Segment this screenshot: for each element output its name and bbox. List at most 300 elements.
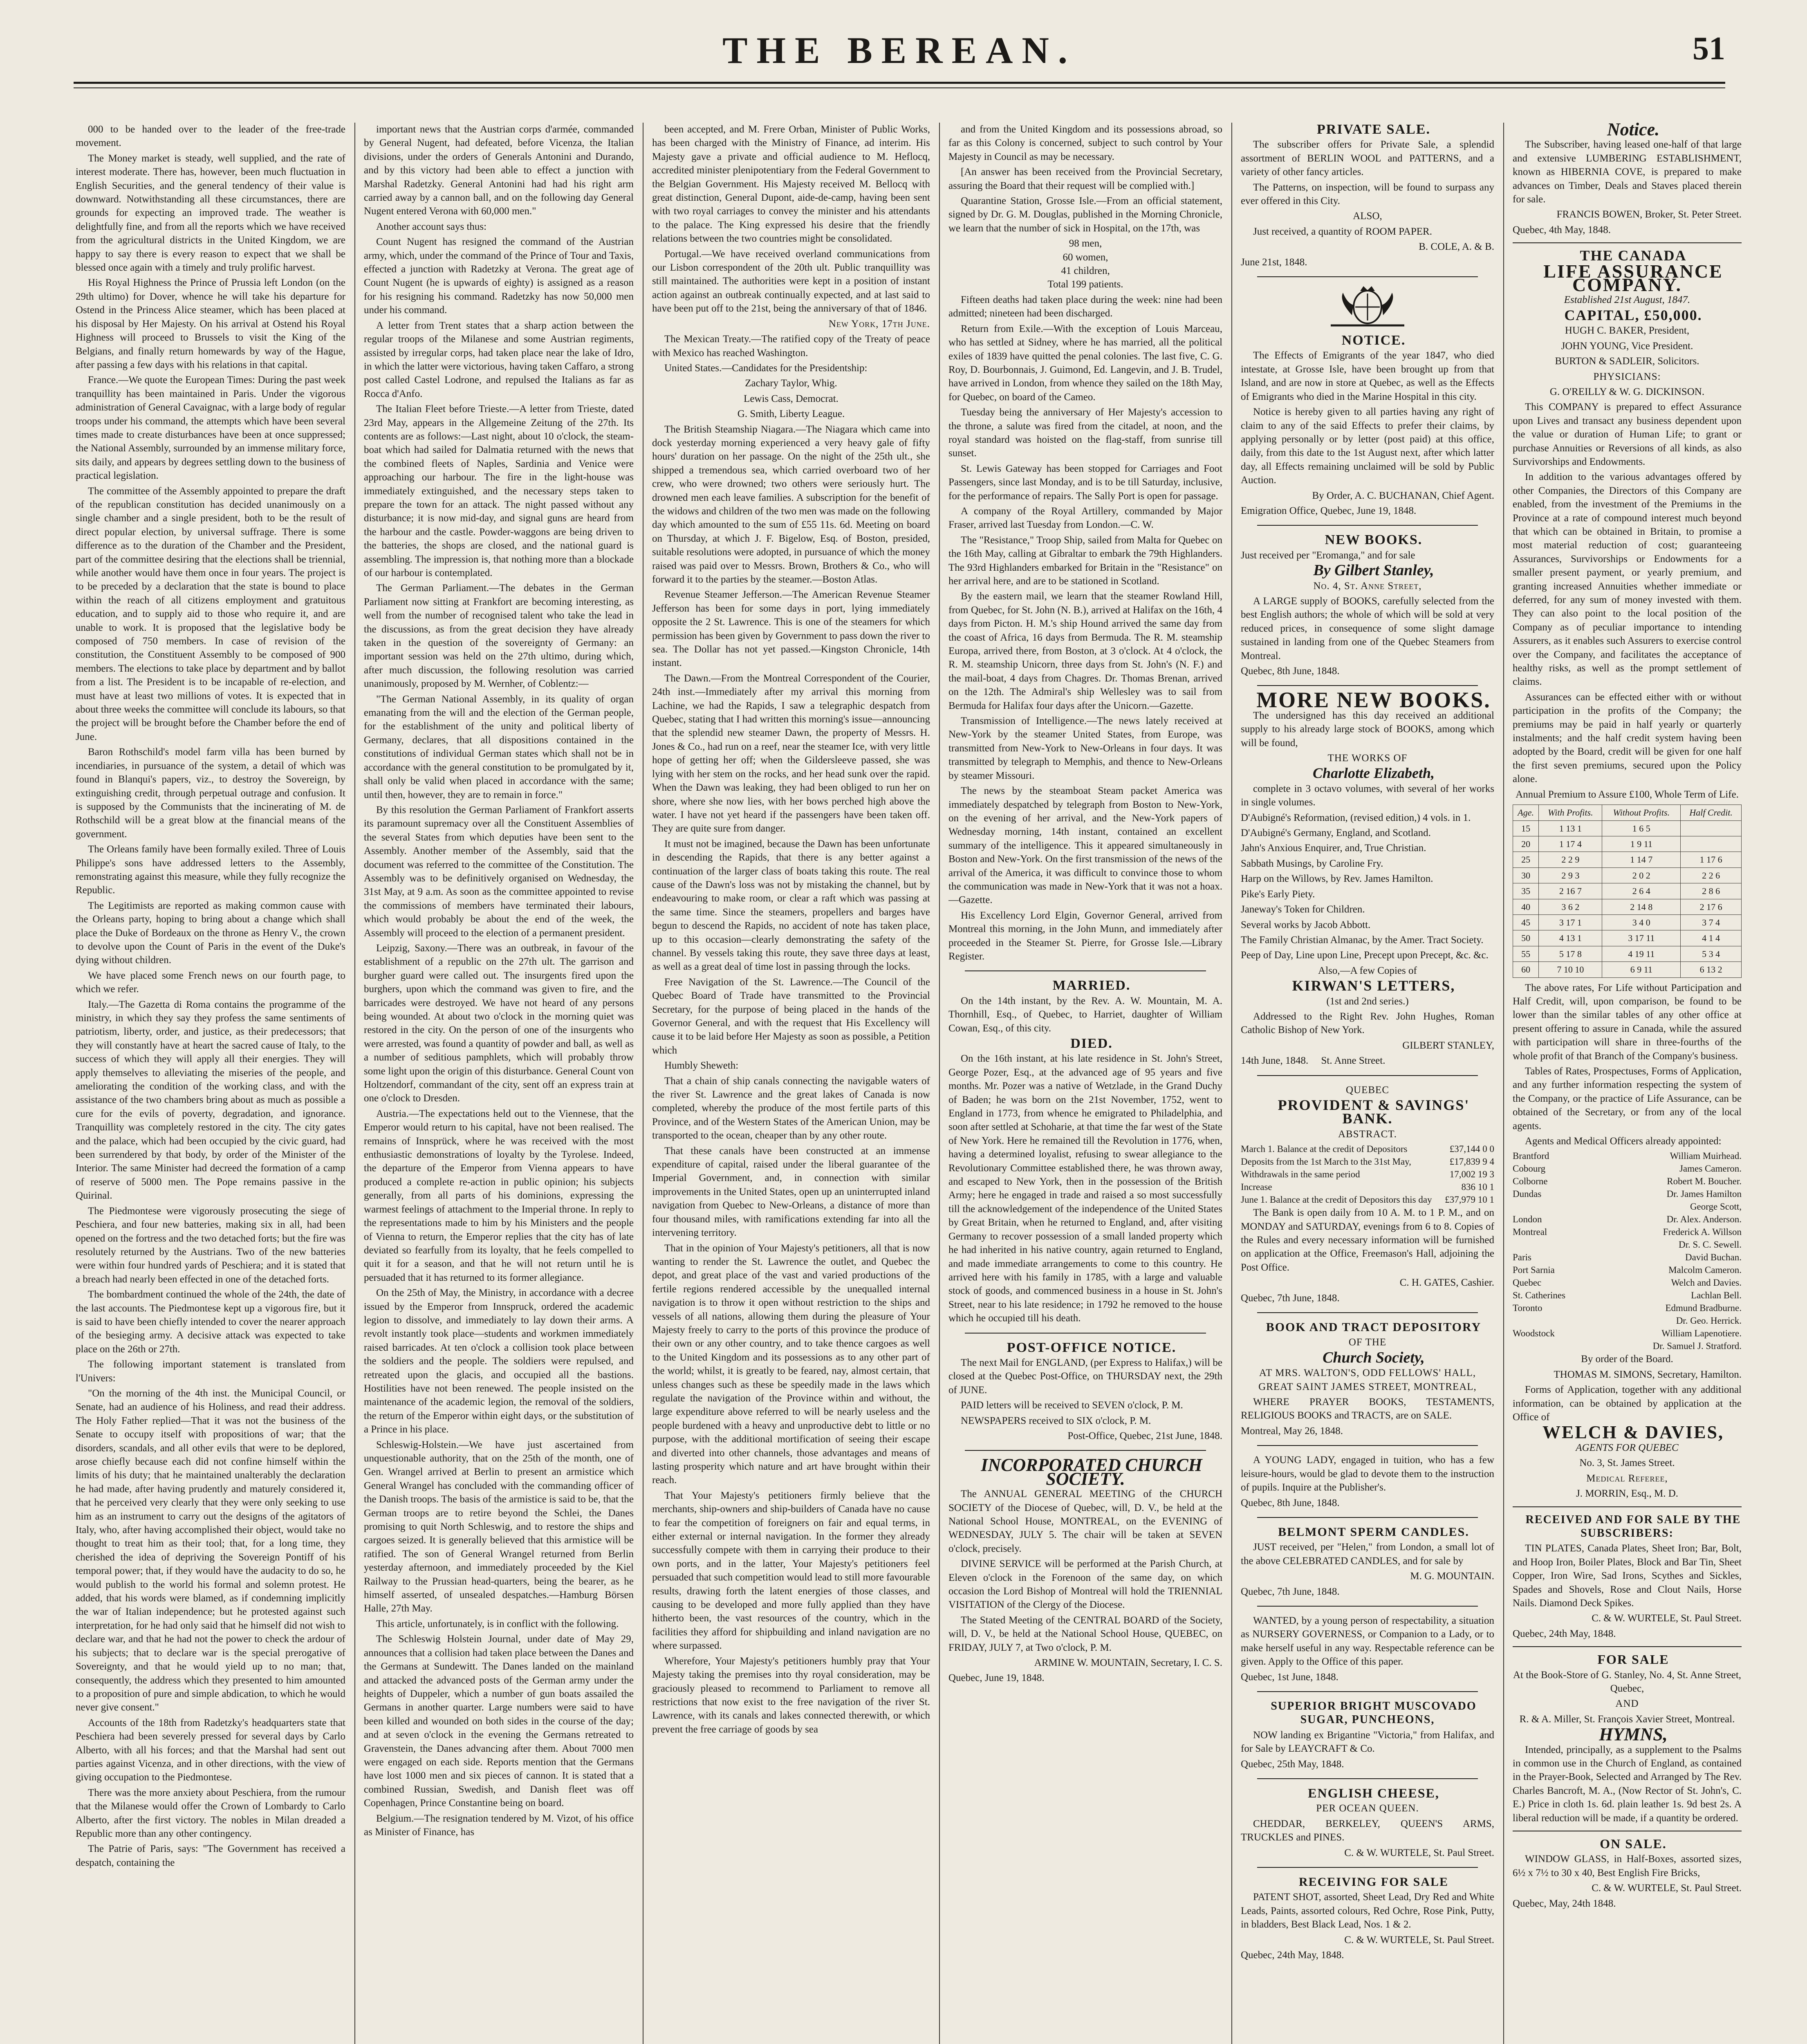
emigrant-notice-sign: By Order, A. C. BUCHANAN, Chief Agent.: [1312, 490, 1494, 501]
separator: [1513, 242, 1742, 243]
article-paragraph: His Royal Highness the Prince of Prussia left London (on the 29th ultimo) for Dover, whence he will take his departure for Ostend in the Princess Alice steamer, which has been placed at his disposal by Her Majesty. On his arrival at Ostend his Royal Highness will proceed to Brussels to visit the King of the Belgians, and finally return homewards by way of the Hague, after passing a few days with his relations in that capital.: [76, 277, 345, 370]
article-paragraph: 000 to be handed over to the leader of the free-trade movement.: [76, 124, 345, 149]
table-cell: [1681, 820, 1742, 836]
company-text: This COMPANY is prepared to effect Assurance upon Lives and transact any business dependent upon the value or duration of Human Life; to grant or purchase Annuities or Reversions of all kinds, as also Survivorships and Endowments.: [1513, 401, 1742, 467]
article-paragraph: The Schleswig Holstein Journal, under date of May 29, announces that a collision had taken place between the Danes and the Germans at Sundewitt. The Danes landed on the mainland and attacked the advanced posts of the German army under the heights of Duppeler, which a number of gun boats assailed the Germans in another quarter. Large numbers were said to have been killed and wounded on both sides in the course of the day; and at seven o'clock in the evening the Germans retreated to Gravenstein, the Danes advancing after them. About 7000 men were engaged on each side. Reports mention that the Germans have lost 1000 men and six pieces of cannon. It is stated that a combined Russian, Swedish, and Danish fleet was off Copenhagen, Prince Constantine being on board.: [364, 1634, 634, 1809]
subscribers-heading: RECEIVED AND FOR SALE BY THE SUBSCRIBERS:: [1525, 1513, 1741, 1540]
forms-text: Forms of Application, together with any additional information, can be obtained by application at the Office of: [1513, 1384, 1742, 1423]
article-paragraph: We have placed some French news on our fourth page, to which we refer.: [76, 970, 345, 995]
savings-bank-heading: PROVIDENT & SAVINGS' BANK.: [1278, 1096, 1470, 1127]
on-sale-text: WINDOW GLASS, in Half-Boxes, assorted sizes, 6½ x 7½ to 30 x 40, Best English Fire Bricks,: [1513, 1853, 1742, 1878]
table-row: [1513, 914, 1742, 930]
company-officers: [1513, 324, 1742, 368]
agents-list: [1513, 1150, 1742, 1352]
agent-row: [1513, 1314, 1742, 1327]
emigrant-notice-text-2: Notice is hereby given to all parties having any right of claim to any of the said Effects to prefer their claims, by applying personally or by letter (post paid) at this office, daily, from this date to the 1st August next, after which latter day, all Effects remaining unclaimed will be sold by Public Auction.: [1241, 406, 1494, 486]
bank-abstract-value: £37,144 0 0: [1449, 1144, 1494, 1154]
table-note: The above rates, For Life without Participation and Half Credit, will, upon comparison, be found to be lower than the similar tables of any other office at present offering to assure in Canada, while the assured with participation will share in three-fourths of the whole profit of that Branch of the Company's business.: [1513, 982, 1742, 1062]
agent-name: William Muirhead.: [1670, 1151, 1742, 1161]
agent-row: [1513, 1340, 1742, 1352]
bank-abstract-label: March 1. Balance at the credit of Depositors: [1241, 1144, 1408, 1154]
table-note-2: Tables of Rates, Prospectuses, Forms of Application, and any further information respecting the system of the Company, or the practice of Life Assurance, can be obtained of the Secretary, or from any of the local agents.: [1513, 1066, 1742, 1132]
married-notice: On the 14th instant, by the Rev. A. W. Mountain, M. A. Thornhill, Esq., of Quebec, to Harriet, daughter of William Cowan, Esq., of this city.: [948, 995, 1222, 1034]
column-divider: [1231, 123, 1232, 2044]
table-row: [1513, 867, 1742, 883]
column-divider: [354, 123, 355, 2044]
married-heading: MARRIED.: [1052, 978, 1131, 993]
agent-row: [1513, 1289, 1742, 1302]
article-paragraph: D'Aubigné's Germany, England, and Scotland.: [1241, 827, 1431, 839]
article-paragraph: United States.—Candidates for the Presidentship:: [664, 362, 868, 374]
church-society-text-3: The Stated Meeting of the CENTRAL BOARD of the Society, will, D. V., be held at the National School House, QUEBEC, on FRIDAY, JULY 7, at Two o'clock, P. M.: [948, 1614, 1222, 1653]
agent-name: David Buchan.: [1685, 1252, 1742, 1263]
hymns-heading: HYMNS,: [1599, 1724, 1668, 1745]
candidate-list: [652, 377, 930, 421]
bank-abstract-value: 17,002 19 3: [1449, 1169, 1494, 1180]
board-sign: THOMAS M. SIMONS, Secretary, Hamilton.: [1554, 1369, 1742, 1380]
agent-row: [1513, 1175, 1742, 1188]
table-cell: 5 3 4: [1681, 946, 1742, 961]
table-cell: 1 13 1: [1539, 820, 1602, 836]
separator: [1257, 1445, 1478, 1446]
running-title: THE BEREAN.: [722, 29, 1076, 71]
table-cell: 3 17 1: [1539, 914, 1602, 930]
column-4: [948, 123, 1222, 2044]
article-paragraph: The bombardment continued the whole of the 24th, the date of the last accounts. The Piedmontese kept up a vigorous fire, but it is said to have been chiefly intended to cover the nearer approach of the besieging army. A decisive attack was expected to take place on the 26th or 27th.: [76, 1289, 345, 1355]
bank-abstract-row: [1241, 1168, 1494, 1181]
post-office-text: The next Mail for ENGLAND, (per Express to Halifax,) will be closed at the Quebec Post-Office, on THURSDAY next, the 29th of JUNE.: [948, 1357, 1222, 1396]
premium-table: [1513, 805, 1742, 977]
more-books-text: The undersigned has this day received an additional supply to his already large stock of BOOKS, among which will be found,: [1241, 710, 1494, 749]
article-paragraph: The Mexican Treaty.—The ratified copy of the Treaty of peace with Mexico has reached Washington.: [652, 334, 930, 359]
premium-table-header-cell: Age.: [1513, 805, 1539, 820]
kirwan-series: (1st and 2nd series.): [1326, 995, 1409, 1007]
new-books-intro: Just received per "Eromanga," and for sale: [1241, 549, 1415, 561]
sugar-text: NOW landing ex Brigantine "Victoria," from Halifax, and for Sale by LEAYCRAFT & Co.: [1241, 1729, 1494, 1755]
column-divider: [1503, 123, 1504, 2044]
article-paragraph: Return from Exile.—With the exception of Louis Marceau, who has settled at Sidney, where he has married, all the political exiles of 1839 have quitted the penal colonies. The last five, C. G. Roy, D. Bourbonnais, J. Guimond, Ed. Langevin, and J. B. Trudel, have arrived in London, from whence they sailed on the 18th May, for Quebec, on board of the Cameo.: [948, 323, 1222, 403]
bank-abstract-row: [1241, 1143, 1494, 1155]
separator: [1257, 525, 1478, 526]
agent-row: [1513, 1251, 1742, 1264]
table-cell: 45: [1513, 914, 1539, 930]
table-cell: 4 1 4: [1681, 930, 1742, 946]
company-heading-1: THE CANADA: [1580, 247, 1687, 264]
receiving-heading: RECEIVING FOR SALE: [1298, 1875, 1449, 1889]
abstract-label: ABSTRACT.: [1338, 1128, 1397, 1140]
agent-row: [1513, 1150, 1742, 1162]
article-paragraph: By the eastern mail, we learn that the steamer Rowland Hill, from Quebec, for St. John (N. B.), arrived at Halifax on the 16th, 4 days from Picton. H. M.'s ship Hound arrived the same day from the coast of Africa, 16 days from Bermuda. The R. M. steamship Europa, arrived there, from Boston, at 3 o'clock. At 4 o'clock, the R. M. steamship Unicorn, three days from St. John's (N. F.) and the mail-boat, 4 days from Chagres. Dr. Thomas Brenan, arrived on the 12th. The Admiral's ship Wellesley was to sail from Bermuda for Halifax four days after the Unicorn.—Gazette.: [948, 591, 1222, 711]
premium-table-header-cell: With Profits.: [1539, 805, 1602, 820]
cheese-heading: ENGLISH CHEESE,: [1308, 1786, 1439, 1800]
table-cell: 55: [1513, 946, 1539, 961]
agent-name: Dr. S. C. Sewell.: [1679, 1239, 1742, 1250]
bank-abstract-label: Deposits from the 1st March to the 31st May,: [1241, 1156, 1411, 1167]
separator: [1257, 1867, 1478, 1868]
sick-total: Total 199 patients.: [1047, 279, 1123, 290]
article-paragraph: The Family Christian Almanac, by the Amer. Tract Society.: [1241, 934, 1484, 946]
company-heading-2: LIFE ASSURANCE COMPANY.: [1543, 260, 1723, 296]
masthead-rule: [74, 82, 1725, 84]
column-3: [652, 123, 930, 2044]
table-cell: 1 17 4: [1539, 836, 1602, 852]
bank-abstract-label: June 1. Balance at the credit of Depositors this day: [1241, 1195, 1432, 1205]
article-paragraph: Lewis Cass, Democrat.: [744, 393, 838, 404]
separator: [1257, 1691, 1478, 1692]
article-paragraph: The following important statement is translated from l'Univers:: [76, 1359, 345, 1384]
article-paragraph: Leipzig, Saxony.—There was an outbreak, in favour of the establishment of a republic on the 27th ult. The garrison and burgher guard were called out. The insurgents fired upon the burghers, upon which the command was given to fire, and the barricades were destroyed. We have not heard of any persons being wounded. At about two o'clock in the morning quiet was restored in the city. On the person of one of the insurgents who were arrested, was found a quantity of powder and ball, as well as a number of seditious pamphlets, which will probably throw some light upon the origin of this disturbance. General Count von Holtzendorf, commandant of the city, sent off an express train at one o'clock to Dresden.: [364, 942, 634, 1104]
article-paragraph: Portugal.—We have received overland communications from our Lisbon correspondent of the 20th ult. Public tranquillity was still maintained. The authorities were kept in a position of instant action against an outbreak continually expected, and at last said to have been put off to the 21st, being the anniversary of that of 1846.: [652, 248, 930, 314]
wanted-date: Quebec, 1st June, 1848.: [1241, 1671, 1338, 1683]
for-sale-heading: FOR SALE: [1597, 1652, 1669, 1667]
agent-place: Montreal: [1513, 1227, 1547, 1237]
room-paper-text: Just received, a quantity of ROOM PAPER.: [1253, 226, 1432, 237]
article-paragraph: The German Parliament.—The debates in the German Parliament now sitting at Frankfort are becoming interesting, as well from the number of recognised talent who take the lead in the discussions, as from the great decision they have already taken in the question of the sovereignty of Germany: an important session was held on the 27th ultimo, during which, after much discussion, the following resolution was carried unanimously, proposed by M. Wernher, of Coblentz:—: [364, 583, 634, 690]
article-paragraph: That Your Majesty's petitioners firmly believe that the merchants, ship-owners and ship-builders of Canada have no cause to fear the competition of foreigners on fair and equal terms, in either external or internal navigation. In the former they already successfully compete with them in carrying their produce to their own ports, and in the latter, Your Majesty's petitioners feel persuaded that such competition would lead to still more favourable results, drawing forth the latent energies of those classes, and causing to be developed and more fully applied than they have hitherto been, the vast resources of the country, which in the facilities they afford for shipbuilding and inland navigation are no where surpassed.: [652, 1490, 930, 1652]
more-books-heading: MORE NEW BOOKS.: [1256, 688, 1491, 713]
company-established: Established 21st August, 1847.: [1564, 294, 1690, 306]
new-books-seller: By Gilbert Stanley,: [1313, 562, 1434, 579]
table-row: [1513, 820, 1742, 836]
separator: [1257, 1606, 1478, 1607]
table-cell: 1 9 11: [1602, 836, 1681, 852]
column-2-articles: [364, 123, 634, 1839]
bank-abstract-row: [1241, 1155, 1494, 1168]
article-paragraph: By this resolution the German Parliament of Frankfort asserts its paramount supremacy over all the Constituent Assemblies of the several States from which deputies have been sent to the Assembly. Another member of the Assembly, said that the document was referred to the committee of the Constitution. The Assembly was to be definitively organised on Wednesday, the 31st May, at 9 a.m. As soon as the committee appointed to revise the commissions of members have terminated their labours, which would probably be about the end of the week, the Assembly will proceed to the election of a permanent president.: [364, 804, 634, 939]
article-paragraph: On the 25th of May, the Ministry, in accordance with a decree issued by the Emperor from Innspruck, ordered the academic legion to dissolve, and immediately to lay down their arms. A revolt instantly took place—students and workmen immediately raised barricades. At ten o'clock a collision took place between the soldiers and the people. The soldiers were repulsed, and retreated upon the glacis, and occupied all the bastions. Hostilities have not been renewed. The people insisted on the maintenance of the academic legion, the removal of the soldiers, the return of the Emperor within eight days, or the substitution of a Prince in his place.: [364, 1287, 634, 1435]
died-heading: DIED.: [1070, 1036, 1113, 1051]
welch-davies: WELCH & DAVIES,: [1542, 1422, 1724, 1443]
for-sale-text: At the Book-Store of G. Stanley, No. 4, St. Anne Street, Quebec,: [1513, 1669, 1742, 1694]
table-cell: 25: [1513, 852, 1539, 867]
agent-place: Cobourg: [1513, 1163, 1546, 1174]
article-paragraph: Peep of Day, Line upon Line, Precept upon Precept, &c. &c.: [1241, 950, 1489, 961]
column-4-articles-2: [948, 293, 1222, 964]
premium-table-header-cell: Half Credit.: [1681, 805, 1742, 820]
article-paragraph: Several works by Jacob Abbott.: [1241, 919, 1371, 930]
article-paragraph: Pike's Early Piety.: [1241, 888, 1315, 900]
post-office-text-2: PAID letters will be received to SEVEN o'clock, P. M.: [961, 1400, 1183, 1411]
cheese-sub: PER OCEAN QUEEN.: [1316, 1803, 1419, 1814]
article-paragraph: Janeway's Token for Children.: [1241, 904, 1365, 915]
article-paragraph: HUGH C. BAKER, President,: [1565, 325, 1690, 336]
cheese-sign: C. & W. WURTELE, St. Paul Street.: [1344, 1847, 1494, 1858]
article-paragraph: [An answer has been received from the Provincial Secretary, assuring the Board that their request will be complied with.]: [948, 166, 1222, 191]
physicians-label: PHYSICIANS:: [1593, 371, 1661, 382]
article-paragraph: The Patrie of Paris, says: "The Government has received a despatch, containing the: [76, 1843, 345, 1868]
table-cell: 6 9 11: [1602, 962, 1681, 977]
table-cell: 3 4 0: [1602, 914, 1681, 930]
premium-table-caption: Annual Premium to Assure £100, Whole Term of Life.: [1516, 789, 1739, 800]
agents-for-quebec: AGENTS FOR QUEBEC: [1576, 1442, 1679, 1453]
agent-name: Malcolm Cameron.: [1668, 1265, 1742, 1275]
candles-text: JUST received, per "Helen," from London, a small lot of the above CELEBRATED CANDLES, and for sale by: [1241, 1542, 1494, 1567]
emigrant-notice-text: The Effects of Emigrants of the year 1847, who died intestate, at Grosse Isle, have been brought up from that Island, and are now in store at Quebec, as well as the Effects of Emigrants who died in the Marine Hospital in this city.: [1241, 350, 1494, 402]
post-office-sign: Post-Office, Quebec, 21st June, 1848.: [1067, 1430, 1222, 1441]
works-of-label: THE WORKS OF: [1327, 753, 1408, 764]
article-paragraph: been accepted, and M. Frere Orban, Minister of Public Works, has been charged with the Ministry of Finance, ad interim. His Majesty gave a private and official audience to M. Heflocq, accredited minister plenipotentiary from the Federal Government to the Belgian Government. His Majesty received M. Bellocq with great distinction, General Dupont, aide-de-camp, having been sent with two royal carriages to convey the minister and his attendants to the palace. The King expressed his desire that the friendly relations between the two countries might be consolidated.: [652, 124, 930, 244]
lumber-notice-sign: FRANCIS BOWEN, Broker, St. Peter Street.: [1556, 209, 1742, 220]
company-text-3: Assurances can be effected either with or without participation in the profits of the Company; the premiums may be paid in half yearly or quarterly instalments; and the half credit system having been adopted by the Board, credit will be given for one half the first seven premiums, secured upon the Policy alone.: [1513, 691, 1742, 785]
separator: [1257, 1778, 1478, 1779]
also-label: ALSO,: [1353, 211, 1382, 222]
separator: [1513, 1646, 1742, 1647]
receiving-sign: C. & W. WURTELE, St. Paul Street.: [1344, 1934, 1494, 1945]
company-capital: CAPITAL, £50,000.: [1564, 307, 1702, 323]
bank-abstract-row: [1241, 1193, 1494, 1206]
article-paragraph: St. Lewis Gateway has been stopped for Carriages and Foot Passengers, since last Monday, and is to be till Saturday, inclusive, for the performance of repairs. The Sally Port is open for passage.: [948, 463, 1222, 502]
emigrant-notice-office: Emigration Office, Quebec, June 19, 1848.: [1241, 505, 1417, 516]
table-cell: 3 6 2: [1539, 899, 1602, 914]
gilbert-date-text: 14th June, 1848.: [1241, 1055, 1309, 1067]
new-books-text: A LARGE supply of BOOKS, carefully selected from the best English authors; the whole of which will be sold at very reduced prices, in consequence of some slight damage sustained in landing from one of the Quebec Steamers from Montreal.: [1241, 595, 1494, 661]
agent-row: [1513, 1238, 1742, 1251]
article-paragraph: Transmission of Intelligence.—The news lately received at New-York by the steamer United States, from Europe, was transmitted from New-York to New-Orleans in four days. It was transmitted by telegraph to Memphis, and thence to New-Orleans by steamer Missouri.: [948, 715, 1222, 781]
new-books-address: No. 4, St. Anne Street,: [1313, 580, 1422, 592]
premium-table-header-cell: Without Profits.: [1602, 805, 1681, 820]
table-note-3: Agents and Medical Officers already appointed:: [1525, 1136, 1722, 1147]
separator: [965, 1333, 1206, 1334]
agent-name: Welch and Davies.: [1671, 1278, 1742, 1288]
article-paragraph: Another account says thus:: [376, 221, 487, 232]
agent-place: Toronto: [1513, 1303, 1542, 1313]
article-paragraph: The Legitimists are reported as making common cause with the Orleans party, hoping to bring about a change which shall place the Duke of Bordeaux on the throne as Henry V., the crown to devolve upon the Count of Paris in the event of the Duke's dying without children.: [76, 900, 345, 966]
welch-address: No. 3, St. James Street.: [1579, 1457, 1675, 1469]
premium-table-header: [1513, 805, 1742, 820]
table-cell: 15: [1513, 820, 1539, 836]
agent-place: London: [1513, 1214, 1542, 1225]
column-3-articles: [652, 123, 930, 316]
hymns-text: Intended, principally, as a supplement to the Psalms in common use in the Church of England, as contained in the Prayer-Book, Selected and Arranged by The Rev. Charles Bancroft, M. A., (Now Rector of St. John's, C. E.) Price in cloth 1s. 6d. plain leather 1s. 9d best 2s. A liberal reduction will be made, if a quantity be ordered.: [1513, 1744, 1742, 1824]
new-books-heading: NEW BOOKS.: [1325, 532, 1423, 548]
agent-place: Quebec: [1513, 1278, 1542, 1288]
sugar-heading: SUPERIOR BRIGHT MUSCOVADO SUGAR, PUNCHEONS,: [1271, 1699, 1477, 1726]
masthead-rule-thin: [74, 87, 1725, 88]
article-paragraph: Tuesday being the anniversary of Her Majesty's accession to the throne, a salute was fired from the citadel, at noon, and the royal standard was hoisted on the flag-staff, from sunrise till sunset.: [948, 407, 1222, 459]
subscribers-date: Quebec, 24th May, 1848.: [1513, 1628, 1616, 1639]
article-paragraph: "On the morning of the 4th inst. the Municipal Council, or Senate, had an audience of his Holiness, and read their address. The Holy Father replied—That it was not the business of the Senate to occupy itself with propositions of war; that the disorders, scandals, and all other evils that were to be deplored, arose chiefly because each did not confine himself within the limits of his duty; that he maintained unalterably the declaration he had made, after having prudently and maturely considered it, that he perceived very clearly that they were only seeking to use him as an instrument to carry out the designs of the agitators of Italy, who, after having accomplished their object, would take no thought to treat him as their tool; that, for a long time, they cherished the idea of depriving the Sovereign Pontiff of his temporal power; that, if they would have the audacity to do so, he would publish to the world his formal and solemn protest. He added, that his words were blamed, as if condemning implicitly the war of Italian independence; but he protested against such interpretation, for he had only said that he himself did not wish to declare war, and that he had not the power to check the ardour of his subjects; that to declare war is the special prerogative of Sovereignty, and that he would yield up to no man; that, consequently, the address which they presented to him amounted to a proposition of pure and simple abdication, to which he would never give consent.": [76, 1387, 345, 1713]
agent-name: Dr. Geo. Herrick.: [1676, 1316, 1742, 1326]
article-paragraph: A letter from Trent states that a sharp action between the regular troops of the Milanese and some Austrian regiments, assisted by irregular corps, had taken place near the lake of Idro, in which the latter were victorious, having taken Caffaro, a strong post called Castel Lodrone, and repulsed the Italians as far as Rocca d'Anfo.: [364, 320, 634, 399]
article-paragraph: important news that the Austrian corps d'armée, commanded by General Nugent, had defeated, before Vicenza, the Italian divisions, under the orders of Generals Antonini and Durando, and by this victory had been able to effect a junction with Marshal Radetzky. General Antonini had had his right arm carried away by a cannon ball, and on the following day General Nugent entered Verona with 60,000 men.": [364, 124, 634, 217]
young-lady-text: A YOUNG LADY, engaged in tuition, who has a few leisure-hours, would be glad to devote them to the instruction of pupils. Inquire at the Publisher's.: [1241, 1455, 1494, 1493]
article-paragraph: Italy.—The Gazetta di Roma contains the programme of the ministry, in which they say they profess the same sentiments of patriotism, liberty, order, and justice, as their predecessors; that they will constantly have at heart the sacred cause of Italy, to the success of which they will apply all their energies. They will apply themselves to alleviating the miseries of the people, and ameliorating the condition of the working class, and with the assistance of the two chambers bring about as much as possible a cure for the evils of poverty, degradation, and ignorance. Tranquillity was completely restored in the city. The city gates and the palace, which had been occupied by the civic guard, had been surrendered by that body, by order of the Minister of the Interior. The same Minister had decreed the formation of a camp of reserve of 5000 men. The Pope remains passive in the Quirinal.: [76, 999, 345, 1201]
bank-sign: C. H. GATES, Cashier.: [1399, 1277, 1494, 1289]
separator: [1257, 685, 1478, 686]
table-row: [1513, 962, 1742, 977]
separator: [1257, 1075, 1478, 1076]
article-paragraph: The news by the steamboat Steam packet America was immediately despatched by telegraph from Boston to New-York, on the evening of her arrival, and the New-York papers of Wednesday morning, 14th instant, contained an excellent summary of the intelligence. This it appeared simultaneously in Boston and New-York. On the first transmission of the news of the arrival of the America, it was difficult to convince those to whom the communication was made in New-York that it was not a hoax.—Gazette.: [948, 785, 1222, 906]
agent-row: [1513, 1276, 1742, 1289]
table-cell: 4 13 1: [1539, 930, 1602, 946]
agent-name: William Lapenotiere.: [1661, 1328, 1742, 1339]
sick-count-row: [948, 251, 1222, 264]
kirwan-addressed: Addressed to the Right Rev. John Hughes, Roman Catholic Bishop of New York.: [1241, 1011, 1494, 1036]
article-paragraph: Sabbath Musings, by Caroline Fry.: [1241, 858, 1383, 869]
article-paragraph: Humbly Sheweth:: [664, 1060, 739, 1071]
article-paragraph: "The German National Assembly, in its quality of organ emanating from the will and the election of the German people, for the establishment of the unity and political liberty of Germany, declares, that all dispositions contained in the constitutions of individual German states which shall not be in accordance with the general constitution to be promulgated by it, shall only be valid when placed in accordance with the same; until then, however, they are to remain in force.": [364, 693, 634, 800]
table-cell: 5 17 8: [1539, 946, 1602, 961]
article-paragraph: His Excellency Lord Elgin, Governor General, arrived from Montreal this morning, in the John Munn, and immediately after proceeded in the Steamer St. Pierre, for Grosse Isle.—Library Register.: [948, 910, 1222, 962]
on-sale-date: Quebec, May, 24th 1848.: [1513, 1898, 1616, 1909]
sick-count-row: [948, 264, 1222, 278]
article-paragraph: The Orleans family have been formally exiled. Three of Louis Philippe's sons have addressed letters to the Assembly, remonstrating against this measure, while they fully recognize the Republic.: [76, 844, 345, 896]
article-paragraph: That these canals have been constructed at an immense expenditure of capital, raised under the liberal guarantee of the Imperial Government, and, in connection with similar improvements in the United States, open up an uninterrupted inland navigation from Quebec to New-Orleans, a distance of more than four thousand miles, with ramifications extending far into all the intervening territory.: [652, 1145, 930, 1239]
bank-abstract-value: £37,979 10 1: [1445, 1195, 1494, 1205]
article-paragraph: JOHN YOUNG, Vice President.: [1561, 340, 1693, 352]
table-row: [1513, 852, 1742, 867]
column-5: [1241, 123, 1494, 2044]
board-order: By order of the Board.: [1581, 1354, 1673, 1365]
table-cell: 30: [1513, 867, 1539, 883]
gilbert-date: [1241, 1054, 1494, 1067]
masthead: [74, 25, 1725, 110]
article-paragraph: Free Navigation of the St. Lawrence.—The Council of the Quebec Board of Trade have transmitted to the Provincial Secretary, for the purpose of being placed in the hands of the Governor General, and with the request that His Excellency will cause it to be laid before Her Majesty as soon as possible, a Petition which: [652, 976, 930, 1056]
article-paragraph: Quarantine Station, Grosse Isle.—From an official statement, signed by Dr. G. M. Douglas, published in the Morning Chronicle, we learn that the number of sick in Hospital, on the 17th, was: [948, 195, 1222, 234]
agent-name: Dr. Samuel J. Stratford.: [1652, 1341, 1742, 1351]
charlotte-elizabeth: Charlotte Elizabeth,: [1312, 765, 1435, 782]
gilbert-street: St. Anne Street.: [1321, 1055, 1386, 1067]
separator: [1257, 1312, 1478, 1313]
agent-row: [1513, 1226, 1742, 1238]
agent-place: Colborne: [1513, 1176, 1548, 1187]
agent-name: Lachlan Bell.: [1691, 1290, 1742, 1301]
sick-count-label: men,: [1081, 238, 1102, 249]
agent-place: Dundas: [1513, 1189, 1542, 1199]
depository-name: Church Society,: [1323, 1349, 1425, 1366]
subscribers-text: TIN PLATES, Canada Plates, Sheet Iron; Bar, Bolt, and Hoop Iron, Boiler Plates, Block and Bar Tin, Sheet Copper, Iron Wire, Sad Irons, Scythes and Sickles, Spades and Shovels, Rose and Clout Nails, Horse Nails. Diamond Deck Spikes.: [1513, 1543, 1742, 1609]
table-row: [1513, 946, 1742, 961]
bank-abstract-value: £17,839 9 4: [1449, 1156, 1494, 1167]
sick-count-label: children,: [1074, 265, 1110, 277]
depository-date: Montreal, May 26, 1848.: [1241, 1425, 1343, 1437]
table-cell: 6 13 2: [1681, 962, 1742, 977]
subscribers-sign: C. & W. WURTELE, St. Paul Street.: [1592, 1613, 1742, 1624]
sick-count-number: 60: [1063, 251, 1073, 263]
table-cell: 3 7 4: [1681, 914, 1742, 930]
agent-name: George Scott,: [1690, 1201, 1742, 1212]
column-3-articles-2: [652, 332, 930, 375]
bank-abstract-label: Withdrawals in the same period: [1241, 1169, 1360, 1180]
table-cell: 2 17 6: [1681, 899, 1742, 914]
table-cell: 2 2 9: [1539, 852, 1602, 867]
column-2: [364, 123, 634, 2044]
article-paragraph: That in the opinion of Your Majesty's petitioners, all that is now wanting to render the St. Lawrence the outlet, and Quebec the depot, and great place of the vast and varied productions of the fertile regions rendered accessible by the unequalled internal navigation is to throw it open without restriction to the ships and vessels of all nations, allowing them during the pleasure of Your Majesty freely to carry to the ports of this province the produce of their own or any other country, and to take thence cargoes as well to the United Kingdom and its possessions as to any other part of the world; whilst, it is greatly to be feared, nay, almost certain, that unless changes such as these be speedily made in the laws which regulate the navigation of the Province within and without, the large expenditure above referred to will be nearly useless and the people burdened with a heavy and unproductive debt to little or no purpose, with the additional mortification of seeing their escape and diverted into other channels, those advantages and means of lasting prosperity which nature and art have brought within their reach.: [652, 1242, 930, 1486]
royal-arms-icon: [1314, 285, 1421, 329]
premium-table-body: [1513, 820, 1742, 977]
article-paragraph: D'Aubigné's Reformation, (revised edition,) 4 vols. in 1.: [1241, 812, 1471, 823]
table-row: [1513, 930, 1742, 946]
depository-heading: BOOK AND TRACT DEPOSITORY: [1266, 1320, 1482, 1334]
agent-place: Woodstock: [1513, 1328, 1555, 1339]
lumber-notice-heading: Notice.: [1607, 123, 1660, 139]
private-sale-text-2: The Patterns, on inspection, will be found to surpass any ever offered in this City.: [1241, 182, 1494, 207]
article-paragraph: Count Nugent has resigned the command of the Austrian army, which, under the command of the Prince of Tour and Taxis, effected a junction with Radetzky at Verona. The great age of Count Nugent (he is upwards of eighty) is assigned as a reason for his resigning his command. Radetzky has now 50,000 men under his command.: [364, 236, 634, 316]
table-cell: 1 14 7: [1602, 852, 1681, 867]
morrin: J. MORRIN, Esq., M. D.: [1576, 1488, 1679, 1499]
article-paragraph: Jahn's Anxious Enquirer, and, True Christian.: [1241, 843, 1426, 854]
sick-count-label: women,: [1075, 251, 1108, 263]
article-paragraph: The British Steamship Niagara.—The Niagara which came into dock yesterday morning experienced a very heavy gale of fifty hours' duration on her passage. On the night of the 25th ult., she shipped a tremendous sea, which carried overboard two of her crew, who were drowned; two others were seriously hurt. The drowned men each leave families. A subscription for the benefit of the widows and children of the two men was made on the following day which amounted to the sum of £55 11s. 6d. Meeting on board on Thursday, at which J. F. Bigelow, Esq. of Boston, presided, suitable resolutions were adopted, in pursuance of which the money raised was paid over to Messrs. Brown, Brothers & Co., who will forward it to the parties by the steamer.—Boston Atlas.: [652, 424, 930, 585]
sick-count-number: 98: [1069, 238, 1079, 249]
table-cell: 2 6 4: [1602, 883, 1681, 899]
ny-dateline: New York, 17th June.: [828, 318, 930, 329]
table-cell: 20: [1513, 836, 1539, 852]
separator: [965, 1450, 1206, 1451]
column-3-articles-3: [652, 423, 930, 1737]
church-society-text: The ANNUAL GENERAL MEETING of the CHURCH SOCIETY of the Diocese of Quebec, will, D. V., be held at the National School House, MONTREAL, on the EVENING of WEDNESDAY, JULY 5. The chair will be taken at SEVEN o'clock, precisely.: [948, 1488, 1222, 1554]
young-lady-date: Quebec, 8th June, 1848.: [1241, 1497, 1340, 1508]
depository-of: OF THE: [1348, 1337, 1387, 1348]
candles-sign: M. G. MOUNTAIN.: [1410, 1571, 1494, 1582]
table-cell: 2 0 2: [1602, 867, 1681, 883]
sugar-date: Quebec, 25th May, 1848.: [1241, 1758, 1344, 1770]
on-sale-heading: ON SALE.: [1600, 1836, 1667, 1851]
article-paragraph: This article, unfortunately, is in conflict with the following.: [376, 1618, 619, 1629]
article-paragraph: Zachary Taylor, Whig.: [745, 378, 837, 389]
agent-place: St. Catherines: [1513, 1290, 1566, 1301]
depository-text: WHERE PRAYER BOOKS, TESTAMENTS, RELIGIOUS BOOKS and TRACTS, are on SALE.: [1241, 1396, 1494, 1421]
table-cell: 60: [1513, 962, 1539, 977]
sick-count-number: 41: [1061, 265, 1072, 277]
also-few-copies: Also,—A few Copies of: [1318, 965, 1417, 976]
bank-abstract-row: [1241, 1181, 1494, 1193]
article-paragraph: Revenue Steamer Jefferson.—The American Revenue Steamer Jefferson has been for some days in port, lying immediately opposite the 2 St. Lawrence. This is one of the steamers for which permission has been given by Government to pass down the river to sea. The Dollar has not yet passed.—Kingston Chronicle, 14th instant.: [652, 589, 930, 669]
agent-name: Edmund Bradburne.: [1665, 1303, 1742, 1313]
page-number: 51: [1693, 31, 1725, 67]
agent-row: [1513, 1162, 1742, 1175]
article-paragraph: Fifteen deaths had taken place during the week: nine had been admitted; nineteen had been discharged.: [948, 294, 1222, 319]
agent-name: Frederick A. Willson: [1663, 1227, 1742, 1237]
separator: [1257, 1517, 1478, 1518]
cheese-text: CHEDDAR, BERKELEY, QUEEN'S ARMS, TRUCKLES and PINES.: [1241, 1818, 1494, 1843]
article-paragraph: The "Resistance," Troop Ship, sailed from Malta for Quebec on the 16th May, calling at Gibraltar to embark the 79th Highlanders. The 93rd Highlanders embarked for Britain in the "Resistance" on her arrival here, and are to be stationed in Scotland.: [948, 534, 1222, 587]
column-1: [76, 123, 345, 2044]
depository-address: AT MRS. WALTON'S, ODD FELLOWS' HALL, GREAT SAINT JAMES STREET, MONTREAL,: [1258, 1367, 1477, 1392]
article-paragraph: BURTON & SADLEIR, Solicitors.: [1555, 356, 1699, 367]
table-cell: 7 10 10: [1539, 962, 1602, 977]
church-society-heading: INCORPORATED CHURCH SOCIETY.: [981, 1455, 1202, 1489]
column-divider: [939, 123, 940, 2044]
table-cell: 2 2 6: [1681, 867, 1742, 883]
lumber-notice-date: Quebec, 4th May, 1848.: [1513, 224, 1611, 235]
bank-date: Quebec, 7th June, 1848.: [1241, 1292, 1340, 1304]
agent-row: [1513, 1213, 1742, 1226]
article-paragraph: and from the United Kingdom and its possessions abroad, so far as this Colony is concerned, subject to such control by Your Majesty in Council as may be necessary.: [948, 124, 1222, 162]
receiving-date: Quebec, 24th May, 1848.: [1241, 1950, 1344, 1961]
article-paragraph: There was the more anxiety about Peschiera, from the rumour that the Milanese would offer the Crown of Lombardy to Carlo Alberto, after the first victory. The nobles in Milan dreaded a Republic more than any other contingency.: [76, 1787, 345, 1839]
bank-abstract: [1241, 1143, 1494, 1206]
table-cell: 35: [1513, 883, 1539, 899]
kirwan-letters: KIRWAN'S LETTERS,: [1292, 977, 1455, 994]
agent-row: [1513, 1264, 1742, 1276]
article-paragraph: Schleswig-Holstein.—We have just ascertained from unquestionable authority, that on the 25th of the month, one of Gen. Wrangel arrived at Berlin to present an armistice which General Wrangel has concluded with the commanding officer of the Danish troops. The basis of the armistice is said to be, that the German troops are to retire beyond the Schlei, the Danes promising to quit North Schleswig, and to restore the ships and cargoes seized. It is generally believed that this armistice will be ratified. The son of General Wrangel returned from Berlin yesterday afternoon, and immediately proceeded by the Kiel Railway to the Prussian head-quarters, being the bearer, as he himself asserted, of unsealed despatches.—Hamburg Börsen Halle, 27th May.: [364, 1439, 634, 1614]
separator: [1513, 1506, 1742, 1507]
private-sale-text: The subscriber offers for Private Sale, a splendid assortment of BERLIN WOOL and PATTERNS, and a variety of other fancy articles.: [1241, 139, 1494, 178]
article-paragraph: Austria.—The expectations held out to the Viennese, that the Emperor would return to his capital, have not been realised. The remains of Innsprück, where he was received with the most enthusiastic demonstrations of loyalty by the Tyrolese. Indeed, the departure of the Emperor from Vienna appears to have produced a complete re-action in public opinion; his subjects generally, from all parts of his dominions, expressing the warmest feelings of attachment to the Imperial throne. In reply to the representations made to him by his Ministers and the people of Vienna to return, the Emperor replies that the city has of late deviated so fearfully from its loyalty, that he feels compelled to quit it for a season, and that he will not return until he is persuaded that it has returned to its former allegiance.: [364, 1108, 634, 1283]
bank-text: The Bank is open daily from 10 A. M. to 1 P. M., and on MONDAY and SATURDAY, evenings from 6 to 8. Copies of the Rules and every necessary information will be furnished on application at the Office, Freemason's Hall, adjoining the Post Office.: [1241, 1207, 1494, 1273]
table-cell: 50: [1513, 930, 1539, 946]
agent-name: Robert M. Boucher.: [1667, 1176, 1742, 1187]
agent-place: Port Sarnia: [1513, 1265, 1555, 1275]
article-paragraph: Harp on the Willows, by Rev. James Hamilton.: [1241, 873, 1433, 885]
church-society-date: Quebec, June 19, 1848.: [948, 1672, 1045, 1684]
cole-sign: B. COLE, A. & B.: [1419, 241, 1494, 253]
separator: [1257, 276, 1478, 277]
new-books-date: Quebec, 8th June, 1848.: [1241, 666, 1340, 677]
post-office-text-3: NEWSPAPERS received to SIX o'clock, P. M.: [961, 1415, 1151, 1426]
cole-date: June 21st, 1848.: [1241, 256, 1307, 268]
